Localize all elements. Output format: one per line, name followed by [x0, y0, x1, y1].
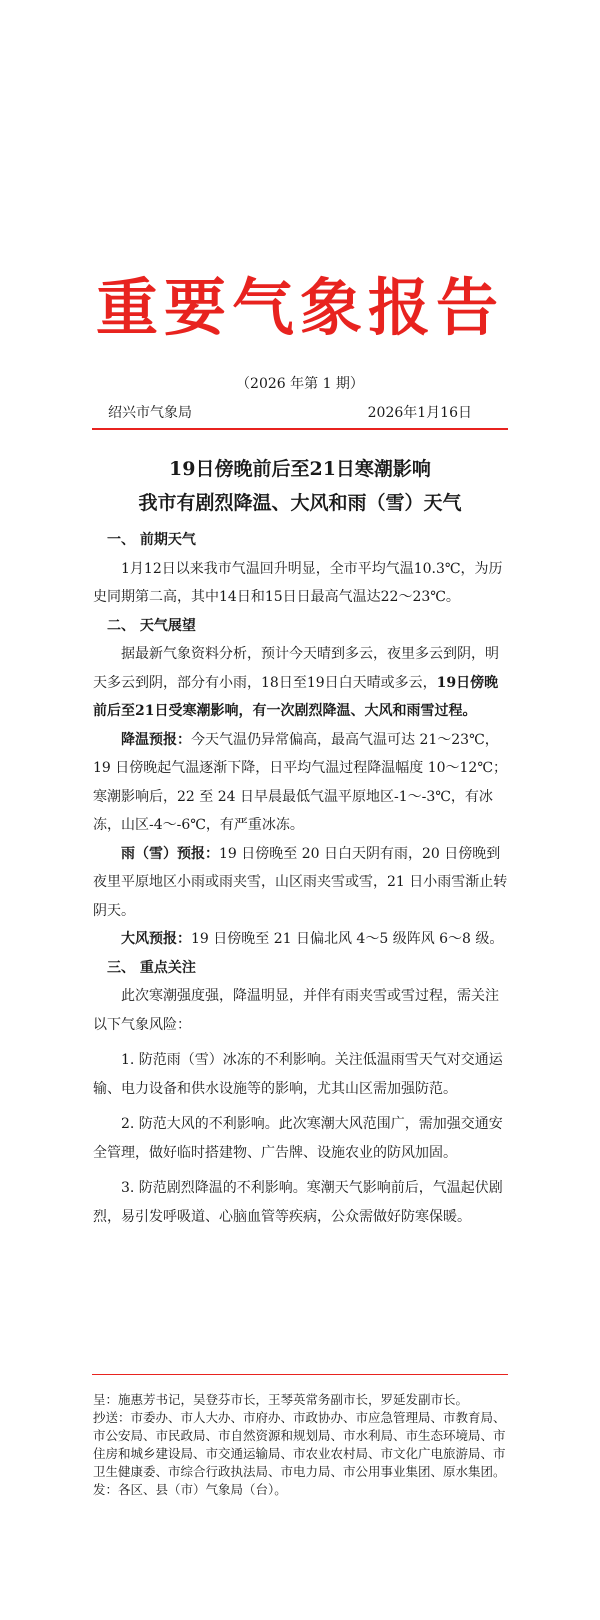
wind-forecast-text: 19 日傍晚至 21 日偏北风 4～5 级阵风 6～8 级。	[191, 931, 504, 947]
outlook-highlight: 19日傍晚前后至21日受寒潮影响，有一次剧烈降温、大风和雨雪过程。	[93, 674, 499, 719]
section-heading-key-concerns: 三、 重点关注	[107, 959, 196, 976]
issue-date: 2026年1月16日	[367, 405, 472, 421]
cooling-forecast-label: 降温预报：	[121, 731, 191, 748]
doc-title-line1: 19日傍晚前后至21日寒潮影响	[169, 458, 431, 480]
concern-item: 2. 防范大风的不利影响。此次寒潮大风范围广，需加强交通安全管理，做好临时搭建物、广告牌、设施农业的防风加固。	[93, 1116, 503, 1161]
doc-title-line2: 我市有剧烈降温、大风和雨（雪）天气	[138, 492, 462, 514]
report-body	[93, 526, 509, 1231]
recipients-fa: 发：各区、县（市）气象局（台）。	[93, 1482, 287, 1497]
outlook-text: 据最新气象资料分析，预计今天晴到多云，夜里多云到阴，明天多云到阴，部分有小雨，18日至19日白天晴或多云，	[93, 646, 499, 691]
paragraph-key-concerns-intro: 此次寒潮强度强，降温明显，并伴有雨夹雪或雪过程，需关注以下气象风险：	[93, 988, 499, 1033]
header-divider	[92, 428, 508, 430]
rain-snow-forecast-text: 19 日傍晚至 20 日白天阴有雨，20 日傍晚到夜里平原地区小雨或雨夹雪，山区雨夹雪或雪，21 日小雨雪渐止转阴天。	[93, 845, 508, 919]
section-heading-outlook: 二、 天气展望	[107, 617, 196, 634]
section-heading-previous-weather: 一、 前期天气	[107, 532, 196, 548]
recipients-chaosong: 抄送：市委办、市人大办、市府办、市政协办、市应急管理局、市教育局、市公安局、市民政局、市自然资源和规划局、市水利局、市生态环境局、市住房和城乡建设局、市交通运输局、市农业农村局、市文化广电旅游局、市卫生健康委、市综合行政执法局、市电力局、市公用事业集团、原水集团。	[93, 1410, 506, 1479]
rain-snow-forecast-label: 雨（雪）预报：	[121, 845, 219, 862]
report-title: 重要气象报告	[95, 271, 504, 344]
paragraph-outlook	[93, 640, 509, 726]
issue-number: （2026 年第 1 期）	[236, 376, 364, 392]
concern-item: 3. 防范剧烈降温的不利影响。寒潮天气影响前后，气温起伏剧烈，易引发呼吸道、心脑血管等疾病，公众需做好防寒保暖。	[93, 1180, 503, 1225]
concern-item: 1. 防范雨（雪）冰冻的不利影响。关注低温雨雪天气对交通运输、电力设备和供水设施等的影响，尤其山区需加强防范。	[93, 1052, 503, 1097]
paragraph-rain-snow-forecast	[93, 840, 509, 926]
wind-forecast-label: 大风预报：	[121, 931, 191, 947]
recipients-cheng: 呈：施惠芳书记，吴登芬市长，王琴英常务副市长，罗延发副市长。	[93, 1392, 469, 1407]
paragraph-cooling-forecast	[93, 726, 509, 840]
paragraph-previous-weather: 1月12日以来我市气温回升明显，全市平均气温10.3℃，为历史同期第二高，其中14日和15日日最高气温达22～23℃。	[93, 560, 503, 605]
distribution-list	[93, 1391, 509, 1499]
cooling-forecast-text: 今天气温仍异常偏高，最高气温可达 21～23℃，19 日傍晚起气温逐渐下降，日平均气温过程降温幅度 10～12℃；寒潮影响后，22 至 24 日早晨最低气温平原地区-1～-3℃，有冰冻，山区-4～-6℃，有严重冰冻。	[93, 731, 508, 833]
footer-divider	[92, 1374, 508, 1375]
issuing-agency: 绍兴市气象局	[108, 405, 192, 421]
paragraph-wind-forecast	[93, 925, 509, 954]
